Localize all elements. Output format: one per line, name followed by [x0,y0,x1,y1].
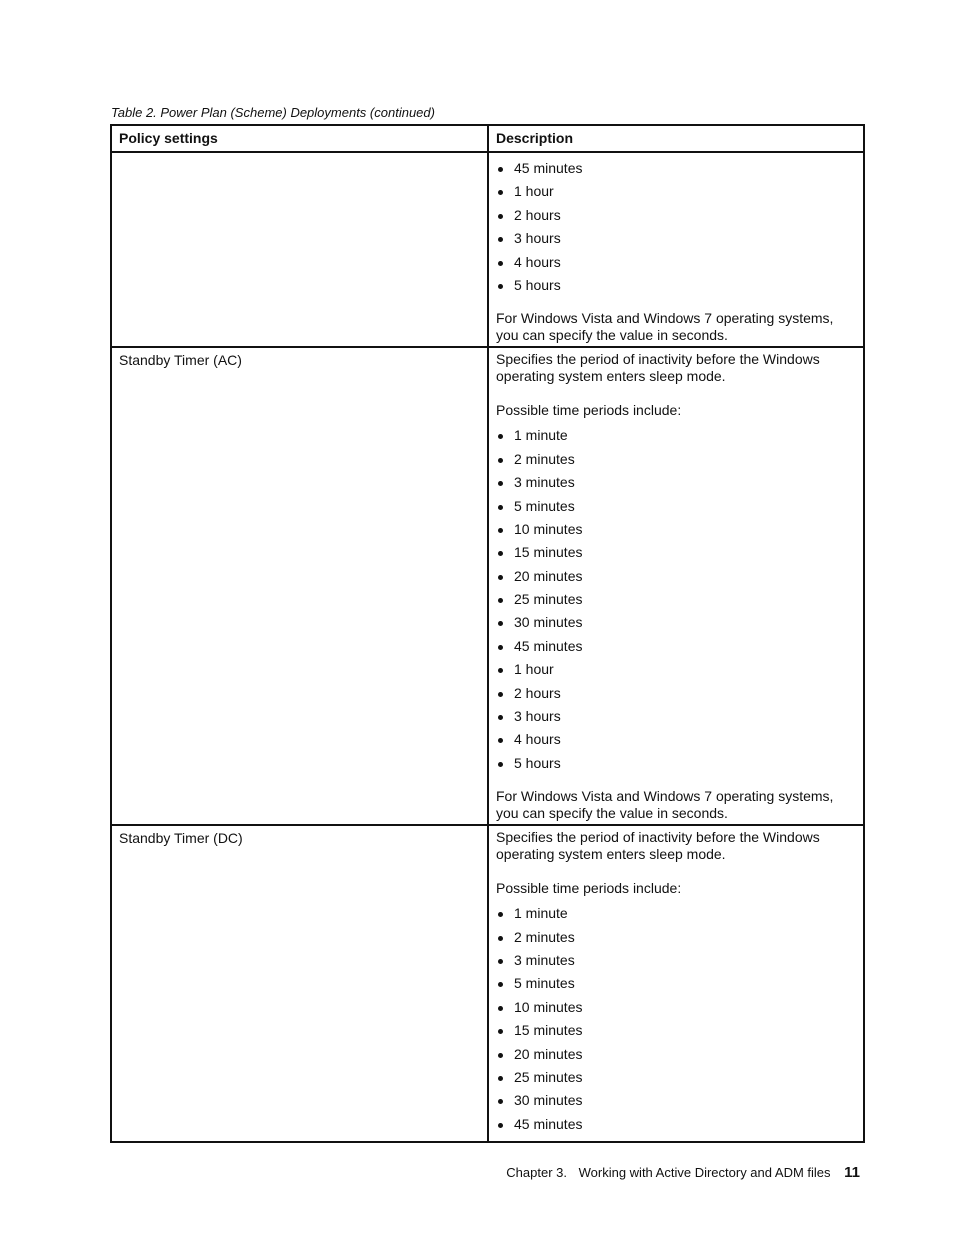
list-item: 3 minutes [496,952,856,975]
option-list [496,427,856,778]
list-item: 30 minutes [496,1092,856,1115]
table-row [111,347,864,825]
list-item: 1 hour [496,661,856,684]
list-item: 3 hours [496,230,856,253]
page-number: 11 [844,1164,860,1181]
table-row [111,152,864,347]
list-item: 45 minutes [496,1116,856,1139]
list-item: 5 minutes [496,498,856,521]
list-item: 2 minutes [496,929,856,952]
option-list [496,905,856,1139]
list-item: 2 minutes [496,451,856,474]
policy-cell [111,152,488,347]
list-item: 5 hours [496,755,856,778]
list-item: 1 hour [496,183,856,206]
description-cell [488,347,864,825]
list-item: 45 minutes [496,160,856,183]
table-header-row [111,125,864,152]
list-item: 25 minutes [496,591,856,614]
note-text: For Windows Vista and Windows 7 operating systems, you can specify the value in seconds. [496,310,834,344]
footer-title: Working with Active Directory and ADM files [578,1165,831,1180]
list-item: 5 minutes [496,975,856,998]
list-item: 1 minute [496,427,856,450]
description-text: Specifies the period of inactivity before the Windows operating system enters sleep mode. [496,351,820,385]
policy-cell-standby-ac: Standby Timer (AC) [111,347,488,825]
footer-chapter: Chapter 3. [506,1165,567,1180]
description-cell [488,825,864,1142]
list-item: 4 hours [496,254,856,277]
list-item: 2 hours [496,685,856,708]
list-item: 25 minutes [496,1069,856,1092]
table-caption: Table 2. Power Plan (Scheme) Deployments (continued) [111,105,435,120]
header-policy-settings: Policy settings [111,125,488,152]
list-item: 10 minutes [496,999,856,1022]
list-lead-text: Possible time periods include: [496,880,682,897]
list-item: 15 minutes [496,1022,856,1045]
list-lead-text: Possible time periods include: [496,402,682,419]
list-item: 4 hours [496,731,856,754]
list-item: 30 minutes [496,614,856,637]
header-description: Description [488,125,864,152]
page-footer [506,1164,860,1182]
list-item: 3 hours [496,708,856,731]
policy-cell-standby-dc: Standby Timer (DC) [111,825,488,1142]
note-text: For Windows Vista and Windows 7 operating systems, you can specify the value in seconds. [496,788,834,822]
list-item: 20 minutes [496,568,856,591]
option-list [496,160,856,300]
list-item: 10 minutes [496,521,856,544]
list-item: 20 minutes [496,1046,856,1069]
description-cell [488,152,864,347]
list-item: 1 minute [496,905,856,928]
list-item: 5 hours [496,277,856,300]
list-item: 15 minutes [496,544,856,567]
list-item: 2 hours [496,207,856,230]
list-item: 45 minutes [496,638,856,661]
power-plan-table [110,124,865,1143]
table-row [111,825,864,1142]
list-item: 3 minutes [496,474,856,497]
description-text: Specifies the period of inactivity before the Windows operating system enters sleep mode. [496,829,820,863]
